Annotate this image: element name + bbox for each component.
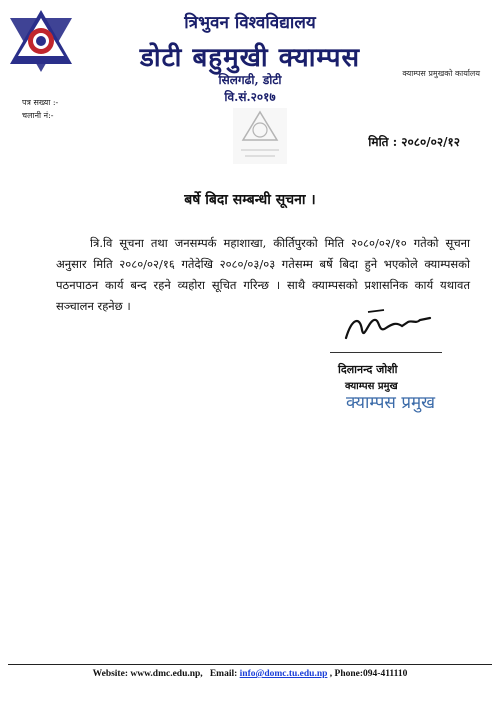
title-stamp: क्याम्पस प्रमुख xyxy=(346,393,436,413)
campus-seal-icon xyxy=(225,106,295,166)
dispatch-number-label: चलानी नं:- xyxy=(22,111,54,120)
footer-divider xyxy=(8,664,492,665)
notice-title: बर्षे बिदा सम्बन्धी सूचना । xyxy=(184,192,316,208)
signatory-name: दिलानन्द जोशी xyxy=(338,363,398,376)
footer-website: Website: www.dmc.edu.np, xyxy=(92,669,203,679)
footer-contact xyxy=(0,669,500,679)
established-year: वि.सं.२०१७ xyxy=(224,90,276,104)
footer-email-link[interactable]: info@domc.tu.edu.np xyxy=(239,669,328,679)
campus-address: सिलगढी, डोटी xyxy=(218,73,282,87)
notice-date: मिति : २०८०/०२/१२ xyxy=(368,135,460,149)
letter-number-label: पत्र सख्या :- xyxy=(22,98,59,107)
notice-body-text: त्रि.वि सूचना तथा जनसम्पर्क महाशाखा, कीर्तिपुरको मिति २०८०/०२/१० गतेको सूचना अनुसार मिति २०८०/०२/१६ गतेदेखि २०८०/०३/०३ गतेसम्म बर्षे बिदा हुने भएकोले क्याम्पसको पठनपाठन कार्य बन्द रहने व्यहोरा सूचित गरिन्छ । साथै क्याम्पसको प्रशासनिक कार्य यथावत सञ्चालन रहनेछ । xyxy=(56,236,470,313)
footer-email-label: Email: xyxy=(209,669,238,679)
handwritten-signature xyxy=(338,308,438,346)
campus-name: डोटी बहुमुखी क्याम्पस xyxy=(139,43,361,73)
signature-line xyxy=(330,352,442,353)
notice-body xyxy=(56,233,470,317)
office-label: क्याम्पस प्रमुखको कार्यालय xyxy=(402,69,480,78)
footer-phone: , Phone:094-411110 xyxy=(329,669,408,679)
university-name: त्रिभुवन विश्वविद्यालय xyxy=(184,13,316,33)
signatory-title: क्याम्पस प्रमुख xyxy=(345,381,398,392)
